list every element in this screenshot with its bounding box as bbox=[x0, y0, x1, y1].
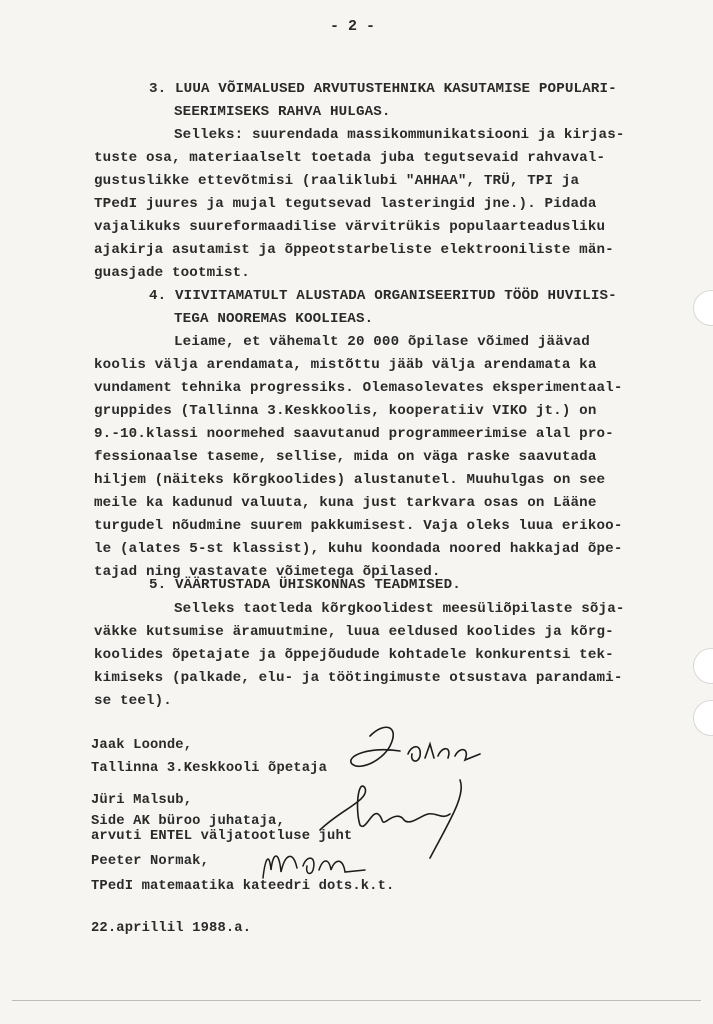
section-5-text: se teel). bbox=[94, 693, 172, 709]
section-4-text: koolis välja arendamata, mistõttu jääb välja arendamata ka bbox=[94, 357, 597, 373]
punch-hole bbox=[693, 290, 713, 326]
section-5-text: koolides õpetajate ja õppejõudude kohtadele konkurentsi tek- bbox=[94, 647, 614, 663]
signatory-3-title: TPedI matemaatika kateedri dots.k.t. bbox=[91, 879, 395, 894]
section-3-text: vajalikuks suureformaadilise värvitrükis populaarteadusliku bbox=[94, 219, 606, 235]
signatory-2-name: Jüri Malsub, bbox=[91, 793, 193, 808]
section-5-text: väkke kutsumise äramuutmine, luua eeldused koolides ja kõrg- bbox=[94, 624, 614, 640]
section-4-text: turgudel nõudmine suurem pakkumisest. Vaja oleks luua erikoo- bbox=[94, 518, 623, 534]
section-4-text: Leiame, et vähemalt 20 000 õpilase võimed jäävad bbox=[174, 334, 590, 350]
section-3-text: ajakirja asutamist ja õppeotstarbeliste elektrooniliste män- bbox=[94, 242, 614, 258]
section-4-text: tajad ning vastavate võimetega õpilased. bbox=[94, 564, 441, 580]
signatory-1-title: Tallinna 3.Keskkooli õpetaja bbox=[91, 761, 328, 776]
section-3-text: guasjade tootmist. bbox=[94, 265, 250, 281]
document-date: 22.aprillil 1988.a. bbox=[91, 921, 252, 936]
section-3-text: TPedI juures ja mujal tegutsevad lasteringid jne.). Pidada bbox=[94, 196, 597, 212]
section-5-heading: 5. VÄÄRTUSTADA ÜHISKONNAS TEADMISED. bbox=[149, 577, 461, 593]
section-4-text: meile ka kadunud valuuta, kuna just tarkvara osas on Lääne bbox=[94, 495, 597, 511]
punch-hole bbox=[693, 700, 713, 736]
signature-normak bbox=[255, 840, 375, 885]
section-4-heading: 4. VIIVITAMATULT ALUSTADA ORGANISEERITUD TÖÖD HUVILIS- bbox=[149, 288, 617, 304]
signatory-2-title: Side AK büroo juhataja, bbox=[91, 814, 285, 829]
page-bottom-rule bbox=[12, 1000, 701, 1001]
section-4-text: hiljem (näiteks kõrgkoolides) alustanutel. Muuhulgas on see bbox=[94, 472, 606, 488]
signatory-1-name: Jaak Loonde, bbox=[91, 738, 193, 753]
section-3-text: Selleks: suurendada massikommunikatsiooni ja kirjas- bbox=[174, 127, 625, 143]
section-5-text: kimiseks (palkade, elu- ja töötingimuste otsustava parandami- bbox=[94, 670, 623, 686]
section-3-heading: SEERIMISEKS RAHVA HULGAS. bbox=[174, 104, 391, 120]
signatory-3-name: Peeter Normak, bbox=[91, 854, 210, 869]
signatory-2-title: arvuti ENTEL väljatootluse juht bbox=[91, 829, 353, 844]
section-4-text: vundament tehnika progressiks. Olemasolevates eksperimentaal- bbox=[94, 380, 623, 396]
section-3-text: gustuslikke ettevõtmisi (raaliklubi "AHHAA", TRÜ, TPI ja bbox=[94, 173, 580, 189]
section-4-heading: TEGA NOOREMAS KOOLIEAS. bbox=[174, 311, 374, 327]
section-4-text: 9.-10.klassi noormehed saavutanud programmeerimise alal pro- bbox=[94, 426, 614, 442]
section-3-text: tuste osa, materiaalselt toetada juba tegutsevaid rahvaval- bbox=[94, 150, 606, 166]
section-3-heading: 3. LUUA VÕIMALUSED ARVUTUSTEHNIKA KASUTAMISE POPULARI- bbox=[149, 81, 617, 97]
punch-hole bbox=[693, 648, 713, 684]
page-number: - 2 - bbox=[330, 18, 376, 35]
section-4-text: gruppides (Tallinna 3.Keskkoolis, kooperatiiv VIKO jt.) on bbox=[94, 403, 597, 419]
section-5-text: Selleks taotleda kõrgkoolidest meesüliõpilaste sõja- bbox=[174, 601, 625, 617]
section-4-text: le (alates 5-st klassist), kuhu koondada noored hakkajad õpe- bbox=[94, 541, 623, 557]
section-4-text: fessionaalse taseme, sellise, mida on väga raske saavutada bbox=[94, 449, 597, 465]
